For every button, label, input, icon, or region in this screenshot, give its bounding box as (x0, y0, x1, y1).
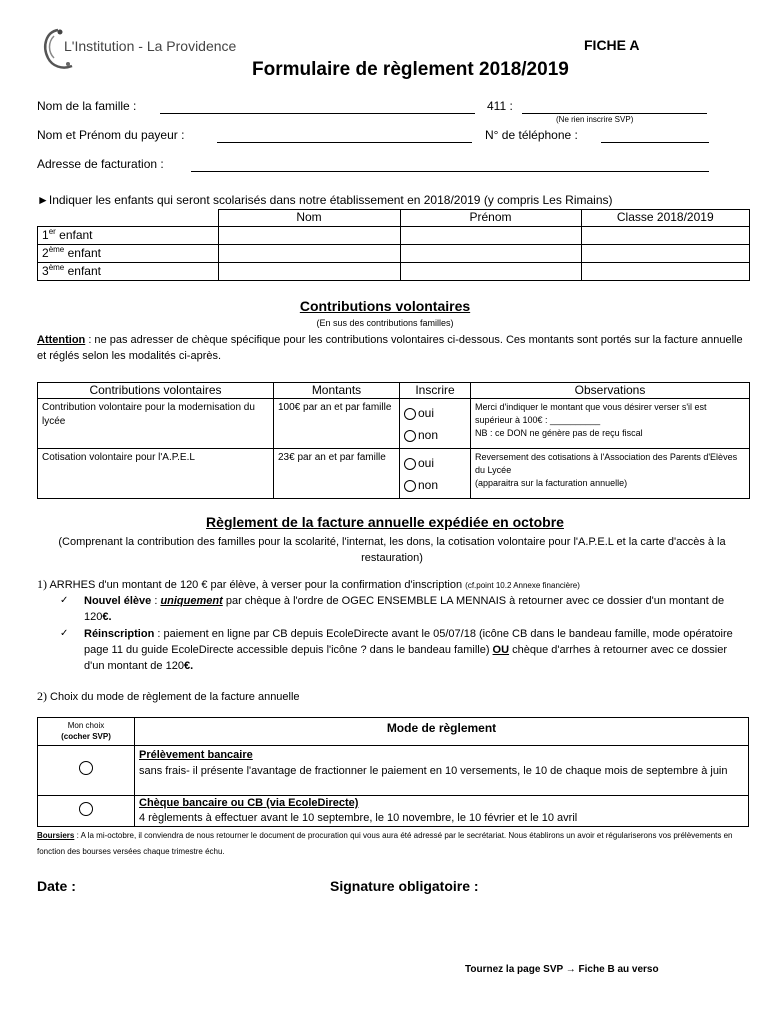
fiche-label: FICHE A (584, 37, 640, 53)
child-prenom-cell[interactable] (400, 227, 581, 245)
checkmark-icon: ✓ (60, 628, 69, 639)
child-prenom-cell[interactable] (400, 263, 581, 281)
mon-choix-label: Mon choix (67, 721, 105, 730)
contributions-subheading: (En sus des contributions familles) (316, 318, 454, 328)
account-411-label: 411 : (487, 99, 513, 113)
child-classe-cell[interactable] (581, 263, 750, 281)
child-row-3 (38, 263, 750, 281)
col-inscrire: Inscrire (400, 383, 471, 399)
radio-cheque-icon[interactable] (79, 802, 93, 816)
col-nom: Nom (218, 210, 400, 227)
oui-option[interactable]: oui (404, 402, 466, 424)
family-name-label: Nom de la famille : (37, 99, 137, 113)
children-table (37, 209, 750, 281)
logo-text: L'Institution - La Providence (64, 38, 237, 54)
contribution-name: Contribution volontaire pour la modernisation du lycée (38, 399, 274, 449)
cocher-label: (cocher SVP) (61, 732, 111, 741)
mode-description: 4 règlements à effectuer avant le 10 septembre, le 10 novembre, le 10 février et le 10 avril (139, 812, 578, 824)
child-nom-cell[interactable] (218, 245, 400, 263)
contributions-table (37, 382, 750, 499)
children-intro: ►Indiquer les enfants qui seront scolarisés dans notre établissement en 2018/2019 (y compris Les Rimains) (37, 193, 613, 207)
child-label: 2ème enfant (38, 245, 219, 263)
mode-reglement-header: Mode de règlement (135, 718, 749, 746)
contribution-amount: 100€ par an et par famille (274, 399, 400, 449)
col-contributions: Contributions volontaires (38, 383, 274, 399)
contribution-name: Cotisation volontaire pour l'A.P.E.L (38, 449, 274, 499)
mode-description: sans frais- il présente l'avantage de fractionner le paiement en 10 versements, le 10 de chaque mois de septembre à juin (139, 765, 728, 777)
attention-label: Attention (37, 334, 86, 346)
child-label: 1er enfant (38, 227, 219, 245)
mode-reglement-table (37, 717, 749, 827)
payer-name-label: Nom et Prénom du payeur : (37, 128, 185, 142)
observation-text: Merci d'indiquer le montant que vous désirer verser s'il est supérieur à 100€ : __________ (475, 402, 707, 425)
reglement-subheading: (Comprenant la contribution des familles pour la scolarité, l'internat, les dons, la cotisation volontaire pour l'A.P.E.L et la carte d'accès à la restauration) (58, 536, 726, 564)
col-classe: Classe 2018/2019 (581, 210, 750, 227)
child-label: 3ème enfant (38, 263, 219, 281)
observation-text: Reversement des cotisations à l'Association des Parents d'Elèves du Lycée (475, 452, 738, 475)
reinscription-item: ✓ Réinscription : paiement en ligne par CB depuis EcoleDirecte avant le 05/07/18 (icône CB dans le bandeau famille, mode opératoire page 11 du guide EcoleDirecte accessible depuis l'icône ? dans le bandeau famille) OU chèque d'arrhes à retourner avec ce dossier d'un montant de 120€. (60, 628, 733, 672)
oui-option[interactable]: oui (404, 452, 466, 474)
billing-address-label: Adresse de facturation : (37, 157, 164, 171)
child-classe-cell[interactable] (581, 245, 750, 263)
arrhes-paragraph: 1) ARRHES d'un montant de 120 € par élève, à verser pour la confirmation d'inscription (cf.point 10.2 Annexe financière) (37, 577, 580, 591)
radio-prelevement-icon[interactable] (79, 761, 93, 775)
date-label: Date : (37, 878, 76, 894)
radio-non-icon[interactable] (404, 430, 416, 442)
turn-page-note: Tournez la page SVP → Fiche B au verso (465, 964, 659, 975)
child-row-1 (38, 227, 750, 245)
contribution-row-apel (38, 449, 750, 499)
attention-text: : ne pas adresser de chèque spécifique pour les contributions volontaires ci-dessous. Ces montants sont portés sur la facture annuelle et réglés selon les modalités ci-après. (37, 334, 743, 362)
child-nom-cell[interactable] (218, 227, 400, 245)
account-411-note: (Ne rien inscrire SVP) (556, 115, 634, 124)
page-title: Formulaire de règlement 2018/2019 (252, 59, 569, 80)
child-classe-cell[interactable] (581, 227, 750, 245)
phone-label: N° de téléphone : (485, 128, 578, 142)
col-montants: Montants (274, 383, 400, 399)
col-prenom: Prénom (400, 210, 581, 227)
choix-mode-paragraph: 2) Choix du mode de règlement de la facture annuelle (37, 689, 300, 703)
billing-address-field[interactable] (191, 171, 709, 172)
boursiers-note: Boursiers : A la mi-octobre, il conviendra de nous retourner le document de procuration qui vous aura été adressé par le secrétariat. Nous établirons un avoir et régulariserons vos prélèvements en fonction des bourses versées chaque trimestre échu. (37, 831, 733, 856)
attention-paragraph (37, 332, 745, 364)
mode-title: Prélèvement bancaire (139, 749, 253, 761)
mode-row-prelevement (38, 746, 749, 796)
radio-oui-icon[interactable] (404, 458, 416, 470)
mode-title: Chèque bancaire ou CB (via EcoleDirecte) (139, 797, 359, 809)
child-prenom-cell[interactable] (400, 245, 581, 263)
observation-note: NB : ce DON ne génère pas de reçu fiscal (475, 428, 643, 438)
contribution-amount: 23€ par an et par famille (274, 449, 400, 499)
contribution-row-modernisation (38, 399, 750, 449)
child-row-2 (38, 245, 750, 263)
contributions-heading: Contributions volontaires (299, 298, 471, 314)
non-option[interactable]: non (404, 474, 466, 496)
account-411-field[interactable] (522, 113, 707, 114)
reglement-heading: Règlement de la facture annuelle expédiée en octobre (206, 514, 564, 530)
family-name-field[interactable] (160, 113, 475, 114)
child-nom-cell[interactable] (218, 263, 400, 281)
mode-row-cheque (38, 796, 749, 827)
nouvel-eleve-item: ✓ Nouvel élève : uniquement par chèque à l'ordre de OGEC ENSEMBLE LA MENNAIS à retourner avec ce dossier d'un montant de 120€. (60, 595, 725, 623)
col-observations: Observations (471, 383, 750, 399)
checkmark-icon: ✓ (60, 595, 69, 606)
observation-note: (apparaitra sur la facturation annuelle) (475, 478, 628, 488)
phone-field[interactable] (601, 142, 709, 143)
signature-label: Signature obligatoire : (330, 878, 479, 894)
payer-name-field[interactable] (217, 142, 472, 143)
radio-non-icon[interactable] (404, 480, 416, 492)
radio-oui-icon[interactable] (404, 408, 416, 420)
non-option[interactable]: non (404, 424, 466, 446)
